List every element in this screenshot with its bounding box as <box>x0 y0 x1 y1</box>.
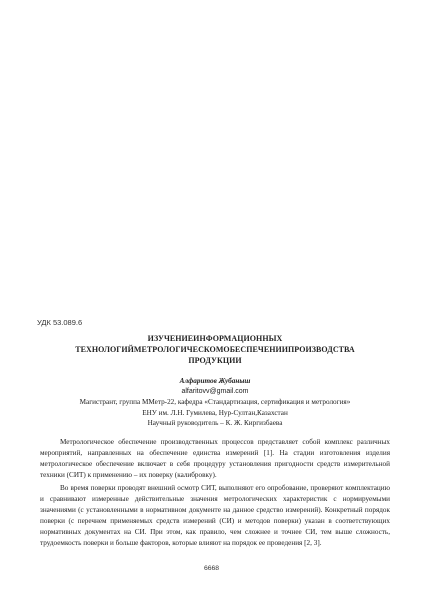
article-body <box>40 437 390 551</box>
udk-code: УДК 53.089.6 <box>37 318 83 327</box>
author-name: Алфаритов Жубаныш <box>179 377 251 385</box>
article-title <box>40 333 390 366</box>
author-position: Магистрант, группа ММетр-22, кафедра «Стандартизация, сертификация и метрология» <box>79 398 351 406</box>
supervisor: Научный руководитель – К. Ж. Киргизбаева <box>147 419 283 427</box>
title-line: ПРОДУКЦИИ <box>188 356 242 365</box>
page-number: 6668 <box>203 565 220 572</box>
author-block <box>40 376 390 429</box>
paragraph: Метрологическое обеспечение производственных процессов представляет собой комплекс различных мероприятий, направленных на обеспечение единства измерений [1]. На стадии изготовления изделия метрологическое обеспечение включает в себя процедуру установления пригодности средств измерительной техники (СИТ) к применению – их поверку (калибровку). <box>40 438 390 479</box>
author-email: alfaritovv@gmail.com <box>181 387 249 395</box>
title-line: ИЗУЧЕНИЕИНФОРМАЦИОННЫХ <box>147 334 283 343</box>
paragraph: Во время поверки проводят внешний осмотр СИТ, выполняют его опробование, проверяют комплектацию и сравнивают измеренные действительные значения метрологических характеристик с нормируемыми значениями (с установленными в нормативном документе на данное средство измерений). Конкретный порядок поверки (с перечнем применяемых средств измерений (СИ) и методов поверки) указан в соответствующих нормативных документах на СИ. При этом, как правило, чем сложнее и точнее СИ, тем выше сложность, трудоемкость поверки и больше факторов, которые влияют на порядок ее проведения [2, 3]. <box>40 484 390 547</box>
title-line: ТЕХНОЛОГИЙМЕТРОЛОГИЧЕСКОМОБЕСПЕЧЕНИИПРОИЗВОДСТВА <box>75 345 355 354</box>
author-university: ЕНУ им. Л.Н. Гумилева, Нур-Султан,Казахстан <box>142 408 288 417</box>
